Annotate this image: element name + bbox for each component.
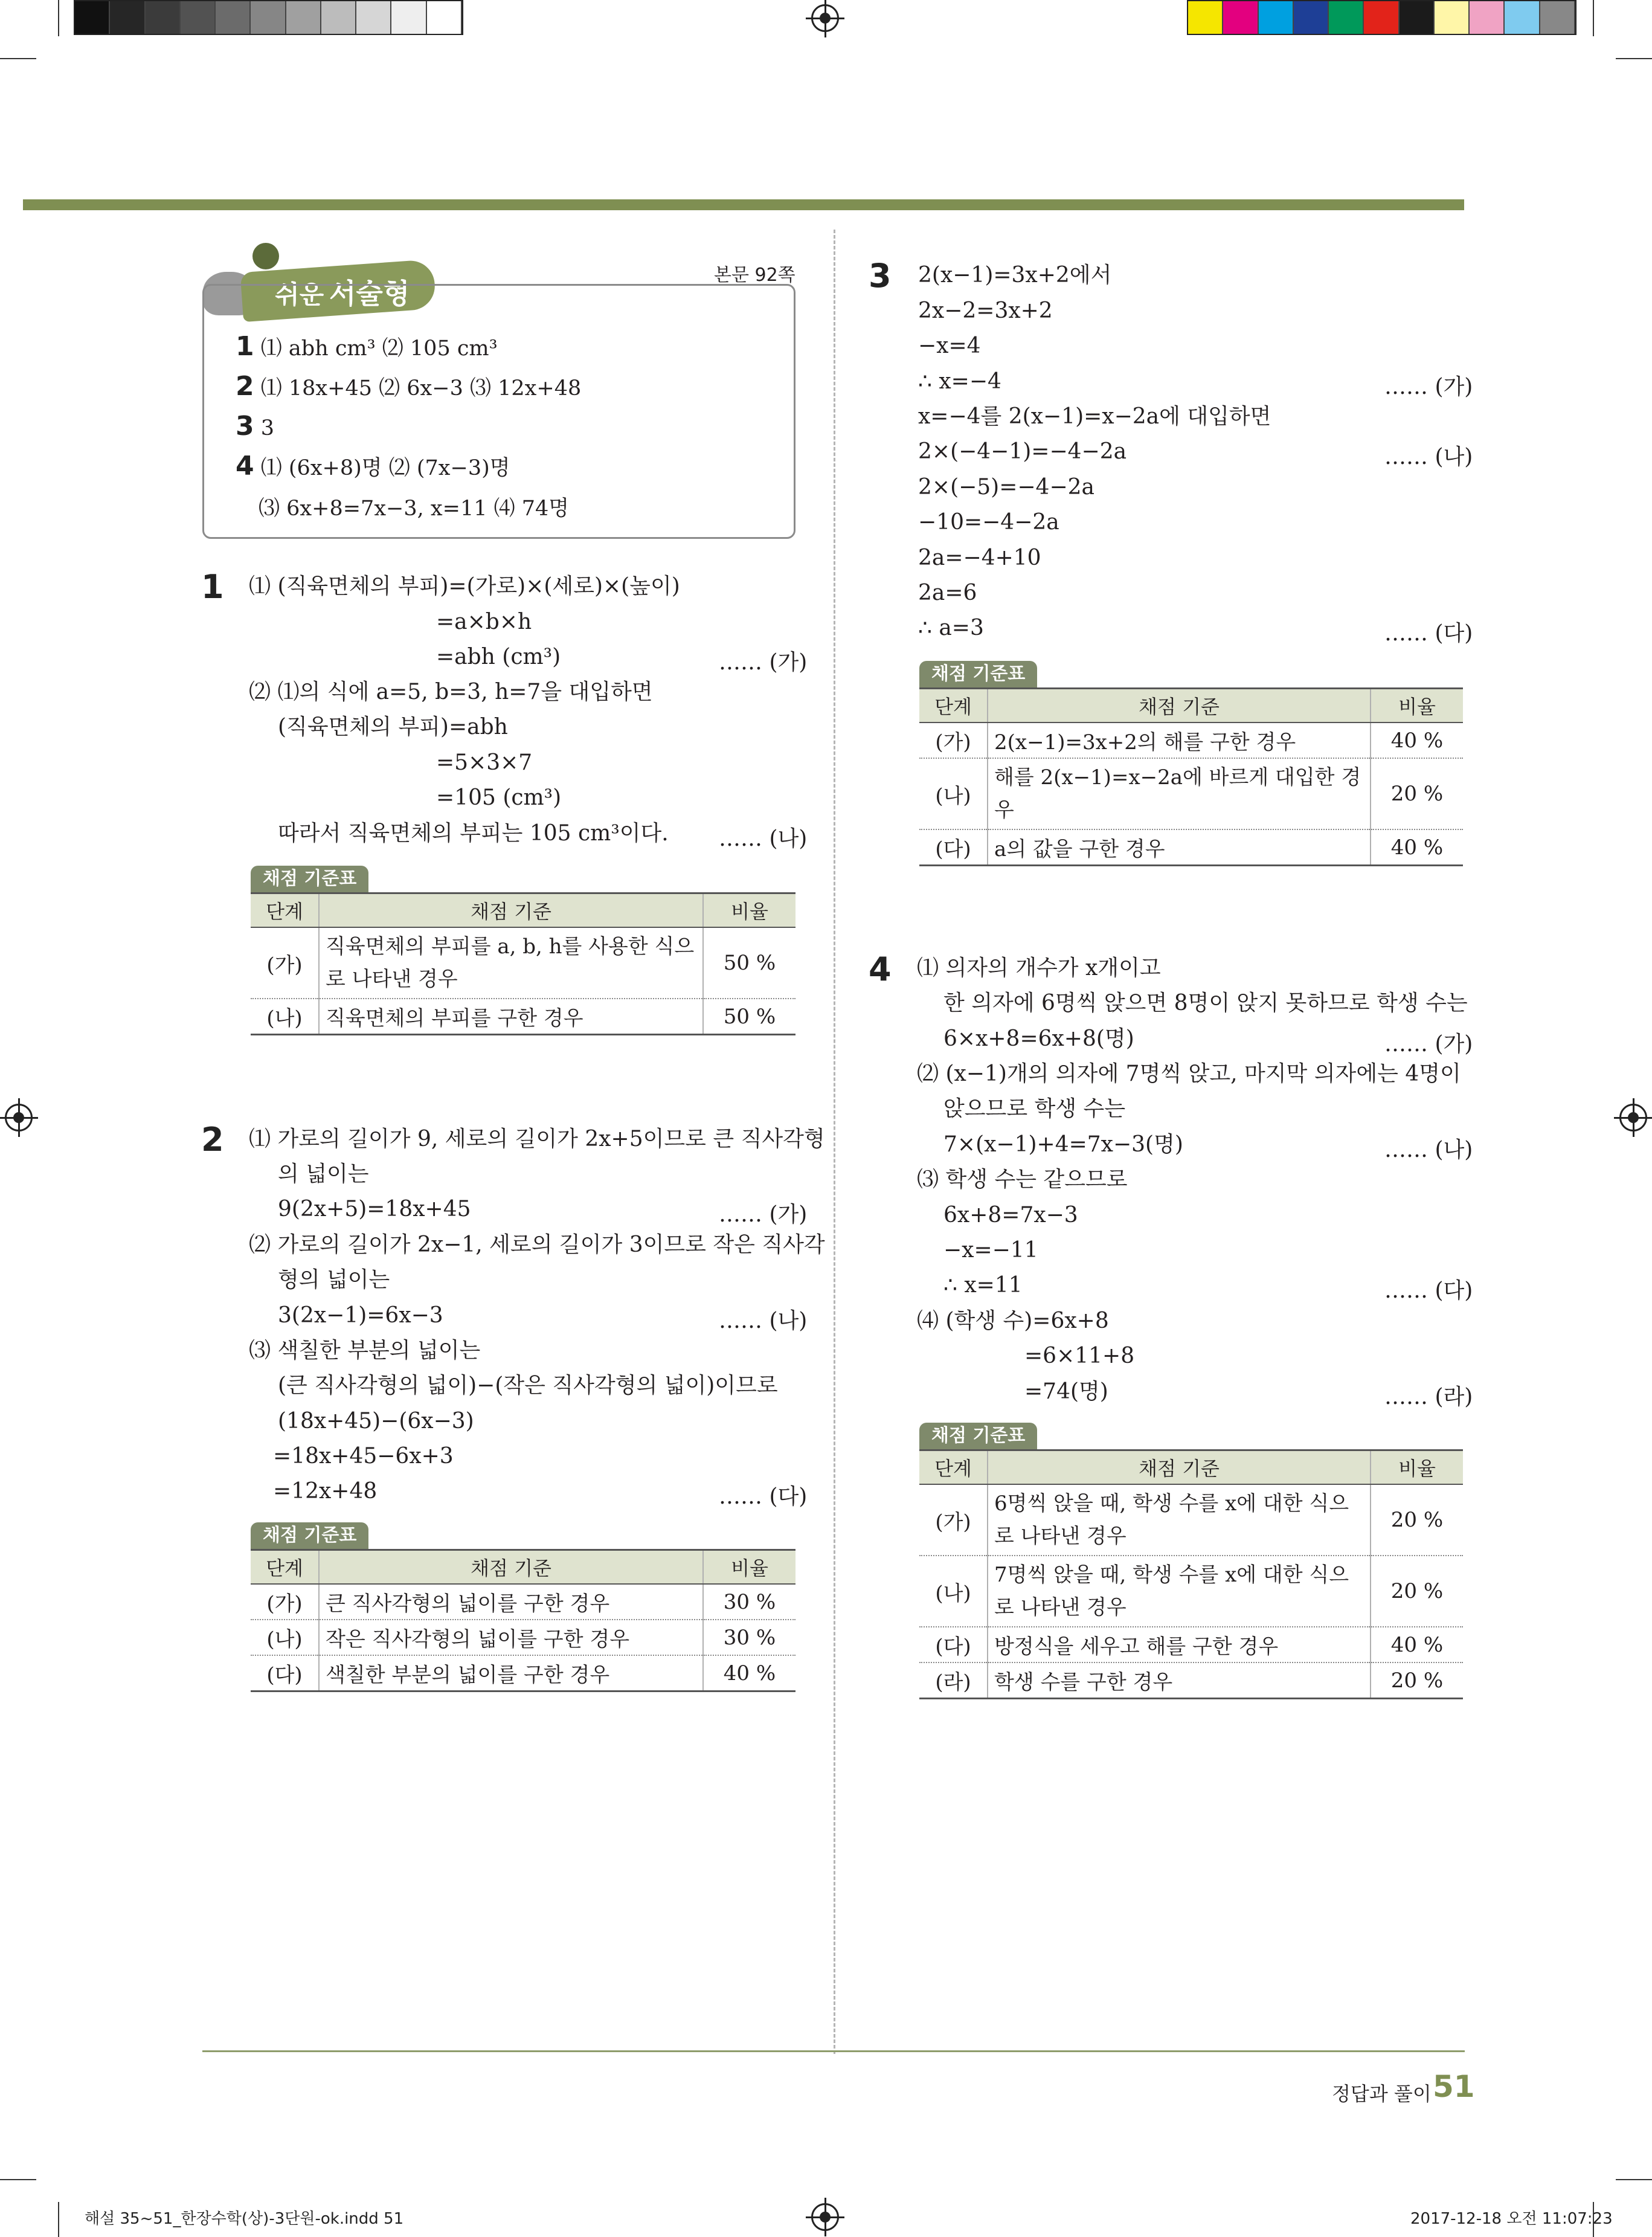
step-marker: …… (다) [1384, 621, 1473, 646]
solution-line: 2x−2=3x+2 [918, 298, 1053, 323]
solution-line: 2×(−5)=−4−2a [918, 475, 1094, 500]
section-badge-label: 쉬운 [275, 280, 324, 309]
color-swatch [1223, 1, 1258, 34]
solution-line: x=−4를 2(x−1)=x−2a에 대입하면 [918, 404, 1271, 429]
solution-line: =6×11+8 [1024, 1344, 1135, 1368]
table-cell: 40 % [1371, 829, 1463, 866]
step-marker: …… (다) [719, 1484, 808, 1509]
problem-number: 2 [201, 1121, 224, 1159]
page-reference: 본문 92쪽 [714, 265, 795, 286]
crop-mark [0, 58, 36, 59]
color-swatch [1294, 1, 1329, 34]
table-cell: (나) [919, 1556, 988, 1627]
column-header: 단계 [251, 1550, 319, 1585]
solution-line: ⑴ (직육면체의 부피)=(가로)×(세로)×(높이) [249, 574, 680, 599]
column-header: 채점 기준 [319, 893, 703, 928]
ball-icon [252, 243, 279, 269]
table-cell: 40 % [1371, 723, 1463, 758]
column-header: 비율 [703, 893, 795, 928]
column-divider [834, 230, 835, 2054]
gray-color-bar [74, 0, 463, 35]
color-swatch [1259, 1, 1294, 34]
column-header: 채점 기준 [988, 1450, 1371, 1485]
step-marker: …… (가) [1384, 375, 1473, 399]
solution-line: 한 의자에 6명씩 앉으면 8명이 앉지 못하므로 학생 수는 [943, 991, 1468, 1016]
solution-line: 2a=6 [918, 581, 977, 605]
scoring-table [251, 892, 795, 1035]
column-header: 단계 [251, 893, 319, 928]
header-bar [23, 199, 1464, 210]
table-cell: 작은 직사각형의 넓이를 구한 경우 [319, 1620, 703, 1655]
color-swatch [1540, 1, 1575, 34]
solution-line: ⑶ 색칠한 부분의 넓이는 [249, 1338, 481, 1363]
color-swatch [1188, 1, 1223, 34]
color-swatch [1470, 1, 1505, 34]
table-cell: 40 % [703, 1655, 795, 1691]
table-cell: (라) [919, 1662, 988, 1699]
problem-number: 3 [869, 257, 892, 295]
solution-line: =74(명) [1024, 1379, 1108, 1404]
column-header: 채점 기준 [988, 689, 1371, 723]
solution-line: 6×x+8=6x+8(명) [943, 1026, 1134, 1051]
solution-line: ⑶ 학생 수는 같으므로 [917, 1167, 1128, 1192]
table-cell: 20 % [1371, 1662, 1463, 1699]
crop-mark [1616, 58, 1652, 59]
table-cell: 6명씩 앉을 때, 학생 수를 x에 대한 식으로 나타낸 경우 [988, 1484, 1371, 1556]
crop-mark [1616, 2179, 1652, 2180]
solution-line: ⑵ ⑴의 식에 a=5, b=3, h=7을 대입하면 [249, 680, 653, 704]
step-marker: …… (나) [1384, 1138, 1473, 1162]
timestamp-slug: 2017-12-18 오전 11:07:23 [1410, 2210, 1613, 2228]
color-swatch [1400, 1, 1435, 34]
table-cell: a의 값을 구한 경우 [988, 829, 1371, 866]
footer-label: 정답과 풀이 [1332, 2082, 1432, 2105]
table-cell: (가) [251, 927, 319, 999]
table-cell: 해를 2(x−1)=x−2a에 바르게 대입한 경우 [988, 758, 1371, 829]
color-swatch [181, 1, 216, 34]
color-bar [1187, 0, 1576, 35]
scoring-table-tag: 채점 기준표 [919, 661, 1037, 687]
table-cell: 50 % [703, 999, 795, 1035]
scoring-table-tag: 채점 기준표 [919, 1423, 1037, 1449]
column-header: 단계 [919, 689, 988, 723]
table-cell: (나) [919, 758, 988, 829]
solution-line: 형의 넓이는 [278, 1267, 390, 1292]
step-marker: …… (가) [719, 1202, 808, 1227]
table-cell: (다) [251, 1655, 319, 1691]
table-cell: 20 % [1371, 758, 1463, 829]
table-cell: 20 % [1371, 1484, 1463, 1556]
color-swatch [427, 1, 462, 34]
color-swatch [75, 1, 110, 34]
solution-line: (18x+45)−(6x−3) [278, 1409, 474, 1434]
step-marker: …… (가) [1384, 1032, 1473, 1057]
solution-line: ⑴ 의자의 개수가 x개이고 [917, 956, 1161, 980]
column-header: 비율 [1371, 1450, 1463, 1485]
table-cell: 학생 수를 구한 경우 [988, 1662, 1371, 1699]
color-swatch [146, 1, 181, 34]
solution-line: (큰 직사각형의 넓이)−(작은 직사각형의 넓이)이므로 [278, 1373, 778, 1398]
page-number: 51 [1433, 2069, 1475, 2104]
step-marker: …… (다) [1384, 1278, 1473, 1303]
column-header: 비율 [1371, 689, 1463, 723]
problem-number: 1 [201, 568, 224, 606]
solution-line: (직육면체의 부피)=abh [278, 715, 508, 739]
solution-line: =abh (cm³) [436, 645, 561, 669]
color-swatch [1364, 1, 1399, 34]
color-swatch [286, 1, 321, 34]
solution-line: −x=4 [918, 333, 981, 358]
solution-line: −x=−11 [943, 1238, 1038, 1263]
answer-line: ⑶ 6x+8=7x−3, x=11 ⑷ 74명 [259, 497, 570, 521]
solution-line: =105 (cm³) [436, 785, 562, 810]
answer-line: 1 ⑴ abh cm³ ⑵ 105 cm³ [236, 331, 498, 362]
table-cell: 직육면체의 부피를 a, b, h를 사용한 식으 로 나타낸 경우 [319, 927, 703, 999]
problem-number: 4 [869, 950, 892, 988]
table-cell: (다) [919, 829, 988, 866]
table-cell: 2(x−1)=3x+2의 해를 구한 경우 [988, 723, 1371, 758]
solution-line: 앉으므로 학생 수는 [943, 1096, 1126, 1121]
table-cell: (나) [251, 1620, 319, 1655]
step-marker: …… (라) [1384, 1385, 1473, 1409]
answer-line: 3 3 [236, 411, 275, 442]
registration-mark-top-icon [811, 4, 839, 32]
step-marker: …… (나) [719, 1308, 808, 1333]
column-header: 단계 [919, 1450, 988, 1485]
table-cell: 방정식을 세우고 해를 구한 경우 [988, 1627, 1371, 1662]
file-slug: 해설 35~51_한장수학(상)-3단원-ok.indd 51 [85, 2210, 404, 2228]
answer-line: 4 ⑴ (6x+8)명 ⑵ (7x−3)명 [236, 451, 510, 481]
solution-line: 따라서 직육면체의 부피는 105 cm³이다. [278, 821, 669, 846]
section-badge-title: 서술형 [329, 277, 410, 310]
solution-line: 2a=−4+10 [918, 546, 1041, 570]
column-header: 채점 기준 [319, 1550, 703, 1585]
registration-mark-right-icon [1619, 1104, 1647, 1131]
table-cell: (가) [251, 1584, 319, 1620]
footer-rule [202, 2050, 1465, 2052]
table-cell: (가) [919, 723, 988, 758]
solution-line: =18x+45−6x+3 [273, 1444, 454, 1469]
solution-line: 2(x−1)=3x+2에서 [918, 263, 1112, 288]
solution-line: ∴ x=11 [943, 1273, 1023, 1298]
color-swatch [356, 1, 391, 34]
color-swatch [1505, 1, 1540, 34]
table-cell: (다) [919, 1627, 988, 1662]
solution-line: 2×(−4−1)=−4−2a [918, 439, 1127, 464]
solution-line: ⑷ (학생 수)=6x+8 [917, 1308, 1109, 1333]
answer-line: 2 ⑴ 18x+45 ⑵ 6x−3 ⑶ 12x+48 [236, 371, 582, 402]
solution-line: 의 넓이는 [278, 1162, 369, 1186]
registration-mark-bottom-icon [811, 2203, 839, 2231]
solution-line: ∴ x=−4 [918, 369, 1001, 394]
table-cell: (나) [251, 999, 319, 1035]
solution-line: 9(2x+5)=18x+45 [278, 1197, 471, 1221]
solution-line: ⑵ (x−1)개의 의자에 7명씩 앉고, 마지막 의자에는 4명이 [917, 1061, 1461, 1086]
table-cell: 큰 직사각형의 넓이를 구한 경우 [319, 1584, 703, 1620]
column-header: 비율 [703, 1550, 795, 1585]
solution-line: ∴ a=3 [918, 616, 984, 640]
color-swatch [1435, 1, 1470, 34]
step-marker: …… (나) [719, 826, 808, 851]
table-cell: 30 % [703, 1584, 795, 1620]
solution-line: ⑵ 가로의 길이가 2x−1, 세로의 길이가 3이므로 작은 직사각 [249, 1232, 825, 1257]
color-swatch [216, 1, 251, 34]
scoring-table [919, 687, 1463, 866]
table-cell: 40 % [1371, 1627, 1463, 1662]
table-cell: 직육면체의 부피를 구한 경우 [319, 999, 703, 1035]
color-swatch [391, 1, 426, 34]
table-cell: 20 % [1371, 1556, 1463, 1627]
scoring-table-tag: 채점 기준표 [251, 1522, 368, 1549]
scoring-table-tag: 채점 기준표 [251, 866, 368, 892]
solution-line: 6x+8=7x−3 [943, 1203, 1078, 1228]
solution-line: =5×3×7 [436, 750, 533, 775]
crop-mark [1593, 0, 1594, 36]
table-cell: 색칠한 부분의 넓이를 구한 경우 [319, 1655, 703, 1691]
solution-line: =a×b×h [436, 610, 532, 634]
color-swatch [110, 1, 145, 34]
crop-mark [58, 0, 59, 36]
scoring-table [251, 1549, 795, 1692]
scoring-table [919, 1449, 1463, 1699]
table-cell: 50 % [703, 927, 795, 999]
crop-mark [0, 2179, 36, 2180]
color-swatch [251, 1, 286, 34]
table-cell: 30 % [703, 1620, 795, 1655]
solution-line: −10=−4−2a [918, 510, 1059, 535]
registration-mark-left-icon [5, 1104, 33, 1131]
solution-line: =12x+48 [273, 1479, 378, 1504]
table-cell: (가) [919, 1484, 988, 1556]
solution-line: ⑴ 가로의 길이가 9, 세로의 길이가 2x+5이므로 큰 직사각형 [249, 1127, 825, 1151]
crop-mark [58, 2202, 59, 2237]
color-swatch [321, 1, 356, 34]
solution-line: 3(2x−1)=6x−3 [278, 1303, 443, 1328]
solution-line: 7×(x−1)+4=7x−3(명) [943, 1132, 1183, 1157]
step-marker: …… (가) [719, 650, 808, 675]
step-marker: …… (나) [1384, 445, 1473, 469]
color-swatch [1329, 1, 1364, 34]
table-cell: 7명씩 앉을 때, 학생 수를 x에 대한 식으로 나타낸 경우 [988, 1556, 1371, 1627]
